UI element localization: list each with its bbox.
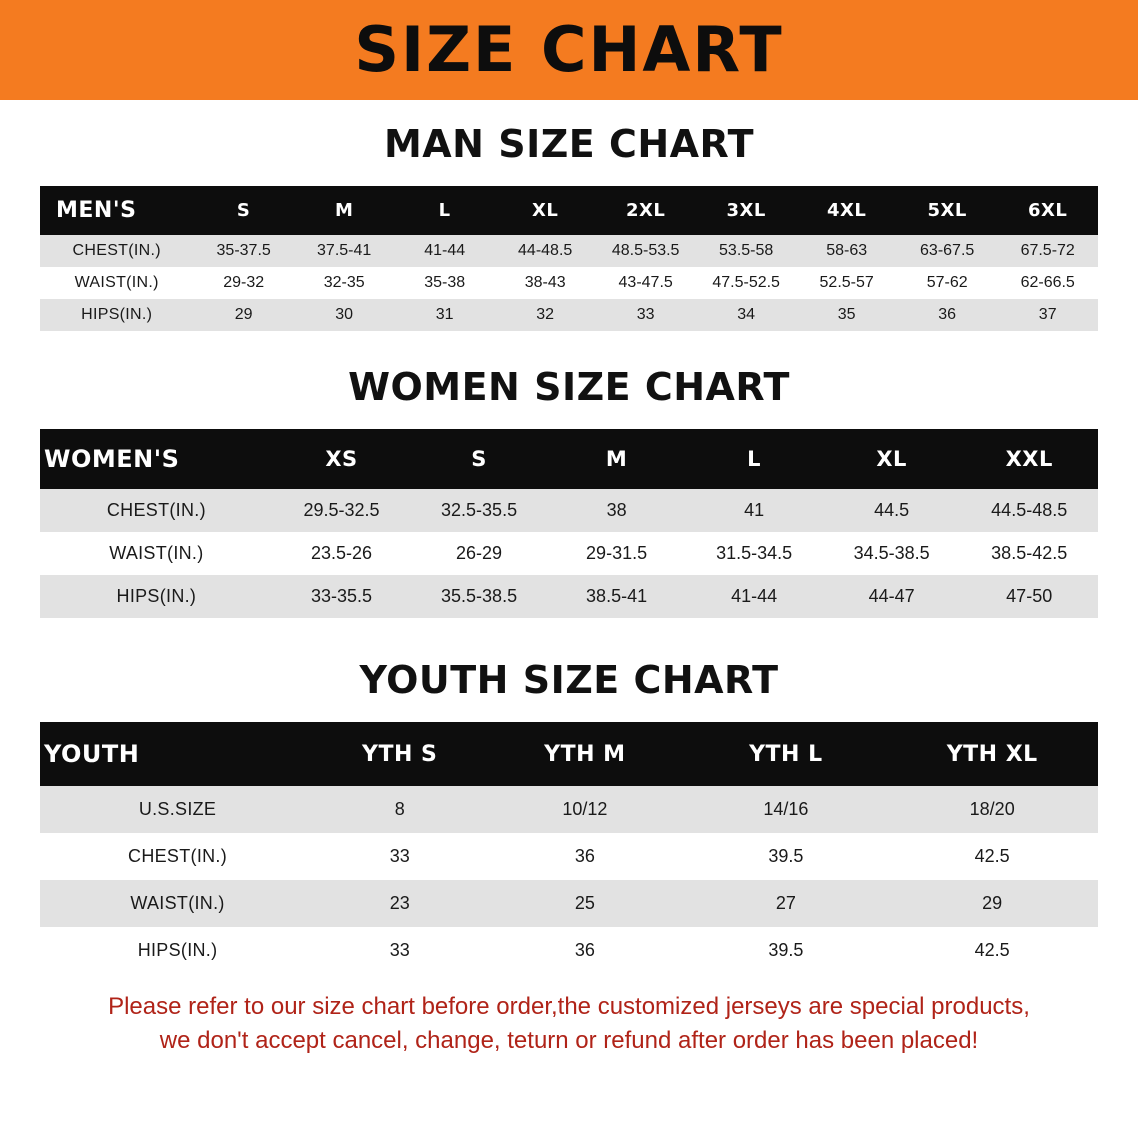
col-header: 4XL [796, 186, 897, 235]
youth-section-title: YOUTH SIZE CHART [359, 658, 779, 702]
row-header: WAIST(IN.) [40, 880, 315, 927]
cell: 26-29 [410, 532, 548, 575]
cell: 31.5-34.5 [685, 532, 823, 575]
youth-size-table [40, 722, 1098, 974]
cell: 27 [685, 880, 886, 927]
cell: 41-44 [394, 235, 495, 267]
cell: 38-43 [495, 267, 596, 299]
cell: 29-31.5 [548, 532, 686, 575]
table-header-row [40, 429, 1098, 489]
col-header: 3XL [696, 186, 797, 235]
cell: 25 [484, 880, 685, 927]
col-header: XL [823, 429, 961, 489]
cell: 58-63 [796, 235, 897, 267]
cell: 18/20 [886, 786, 1098, 833]
cell: 36 [897, 299, 998, 331]
cell: 23 [315, 880, 484, 927]
col-header: XS [273, 429, 411, 489]
row-header: CHEST(IN.) [40, 833, 315, 880]
cell: 34 [696, 299, 797, 331]
cell: 44-48.5 [495, 235, 596, 267]
table-row [40, 786, 1098, 833]
cell: 29.5-32.5 [273, 489, 411, 532]
row-header: WAIST(IN.) [40, 267, 193, 299]
policy-note-line-1: Please refer to our size chart before order,the customized jerseys are special products, [108, 993, 1030, 1020]
women-table-wrap [40, 429, 1098, 618]
cell: 8 [315, 786, 484, 833]
col-header: M [294, 186, 395, 235]
col-header: 5XL [897, 186, 998, 235]
row-header: CHEST(IN.) [40, 235, 193, 267]
man-section-title: MAN SIZE CHART [383, 122, 755, 166]
cell: 29-32 [193, 267, 294, 299]
table-row [40, 880, 1098, 927]
cell: 33 [595, 299, 696, 331]
cell: 44.5-48.5 [960, 489, 1098, 532]
cell: 30 [294, 299, 395, 331]
banner [0, 0, 1138, 100]
col-header: YTH S [315, 722, 484, 786]
col-header: MEN'S [40, 186, 193, 235]
cell: 47-50 [960, 575, 1098, 618]
cell: 36 [484, 833, 685, 880]
cell: 10/12 [484, 786, 685, 833]
cell: 29 [193, 299, 294, 331]
cell: 32-35 [294, 267, 395, 299]
cell: 38.5-41 [548, 575, 686, 618]
cell: 33 [315, 927, 484, 974]
cell: 33 [315, 833, 484, 880]
table-header-row [40, 722, 1098, 786]
table-row [40, 267, 1098, 299]
youth-table-wrap [40, 722, 1098, 974]
cell: 37 [997, 299, 1098, 331]
cell: 33-35.5 [273, 575, 411, 618]
cell: 38.5-42.5 [960, 532, 1098, 575]
man-size-table [40, 186, 1098, 331]
col-header: L [394, 186, 495, 235]
cell: 39.5 [685, 833, 886, 880]
table-row [40, 575, 1098, 618]
cell: 42.5 [886, 833, 1098, 880]
table-header-row [40, 186, 1098, 235]
cell: 62-66.5 [997, 267, 1098, 299]
cell: 34.5-38.5 [823, 532, 961, 575]
col-header: 2XL [595, 186, 696, 235]
table-row [40, 927, 1098, 974]
women-section-title: WOMEN SIZE CHART [348, 365, 790, 409]
cell: 57-62 [897, 267, 998, 299]
row-header: U.S.SIZE [40, 786, 315, 833]
women-size-table [40, 429, 1098, 618]
cell: 37.5-41 [294, 235, 395, 267]
cell: 44-47 [823, 575, 961, 618]
cell: 42.5 [886, 927, 1098, 974]
col-header: M [548, 429, 686, 489]
col-header: YOUTH [40, 722, 315, 786]
col-header: YTH XL [886, 722, 1098, 786]
page-title: SIZE CHART [354, 13, 784, 86]
table-row [40, 833, 1098, 880]
cell: 29 [886, 880, 1098, 927]
col-header: WOMEN'S [40, 429, 273, 489]
cell: 63-67.5 [897, 235, 998, 267]
table-row [40, 489, 1098, 532]
table-row [40, 532, 1098, 575]
cell: 48.5-53.5 [595, 235, 696, 267]
row-header: HIPS(IN.) [40, 299, 193, 331]
col-header: XXL [960, 429, 1098, 489]
row-header: CHEST(IN.) [40, 489, 273, 532]
row-header: HIPS(IN.) [40, 575, 273, 618]
cell: 35-38 [394, 267, 495, 299]
cell: 36 [484, 927, 685, 974]
col-header: S [193, 186, 294, 235]
cell: 47.5-52.5 [696, 267, 797, 299]
cell: 53.5-58 [696, 235, 797, 267]
cell: 43-47.5 [595, 267, 696, 299]
cell: 35 [796, 299, 897, 331]
policy-note-line-2: we don't accept cancel, change, teturn or refund after order has been placed! [159, 1027, 979, 1055]
cell: 41 [685, 489, 823, 532]
col-header: S [410, 429, 548, 489]
cell: 39.5 [685, 927, 886, 974]
cell: 41-44 [685, 575, 823, 618]
col-header: YTH M [484, 722, 685, 786]
row-header: HIPS(IN.) [40, 927, 315, 974]
col-header: YTH L [685, 722, 886, 786]
cell: 35.5-38.5 [410, 575, 548, 618]
table-row [40, 235, 1098, 267]
policy-note [38, 990, 1100, 1058]
cell: 52.5-57 [796, 267, 897, 299]
cell: 31 [394, 299, 495, 331]
row-header: WAIST(IN.) [40, 532, 273, 575]
man-table-wrap [40, 186, 1098, 331]
cell: 14/16 [685, 786, 886, 833]
col-header: L [685, 429, 823, 489]
table-row [40, 299, 1098, 331]
cell: 23.5-26 [273, 532, 411, 575]
cell: 38 [548, 489, 686, 532]
col-header: XL [495, 186, 596, 235]
cell: 67.5-72 [997, 235, 1098, 267]
cell: 44.5 [823, 489, 961, 532]
col-header: 6XL [997, 186, 1098, 235]
cell: 32.5-35.5 [410, 489, 548, 532]
cell: 32 [495, 299, 596, 331]
cell: 35-37.5 [193, 235, 294, 267]
